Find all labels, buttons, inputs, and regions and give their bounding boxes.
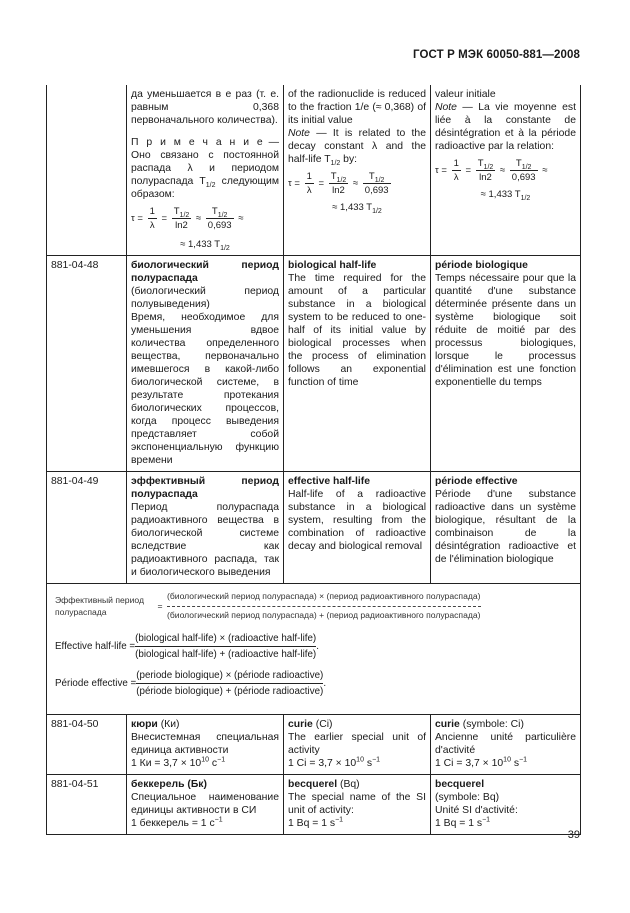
en-equation: 1 $Ci = 3,7 \times 10^{10}$ $s^{-1}$ [288, 756, 381, 769]
ru-note: П р и м е ч а н и е — Оно связано с постоянной распада λ и периодом полураспада $T_{1/2}$ следующим образом: [131, 137, 280, 200]
table-row [47, 584, 581, 715]
ru-cell [127, 256, 284, 472]
ru-term: эффективный период полураспада [131, 476, 279, 500]
en-cell [284, 256, 431, 472]
fr-term: période effective [435, 476, 518, 487]
fr-equation: 1 $Ci = 3,7 \times 10^{10}$ $s^{-1}$ [435, 756, 528, 769]
page-number: 39 [567, 829, 580, 841]
fr-formula: Période effective = $\frac{\text{(periode biologique) × (période radioactive)}}{\text{(période biologique) + (période radioactive)}}$ . [55, 670, 327, 697]
terms-table [46, 85, 581, 835]
ru-cell [127, 472, 284, 584]
fr-cell [431, 715, 581, 775]
en-definition: The time required for the amount of a particular substance in a biological system to be reduced to one-half of its initial value by biological processes when the process of elimination follows an exponential function of time [288, 273, 426, 388]
ru-definition: Специальное наименование единицы активности в СИ [131, 792, 279, 816]
en-equation: 1 Bq = 1 $s^{-1}$ [288, 816, 344, 829]
fr-definition: Unité SI d'activité: [435, 805, 518, 816]
fr-cell [431, 256, 581, 472]
fr-symbol: (symbole: Bq) [435, 792, 500, 803]
fr-definition: Temps nécessaire pour que la quantité d'une substance déterminée présente dans un système biologique soit réduite de moitié par des processus biologiques, lorsque le processus d'élimination est une fonction exponentielle du temps [435, 273, 576, 388]
mean-life-result: ≈ 1,433 $T_{1/2}$ [480, 189, 531, 202]
fr-term: curie (symbole: Ci) [435, 719, 524, 730]
en-definition: The earlier special unit of activity [288, 732, 426, 756]
ru-definition: Период полураспада радиоактивного вещества в биологической системе вследствие как радиоактивного распада, так и биологического выведения [131, 502, 279, 578]
ru-term: кюри (Ки) [131, 719, 180, 730]
mean-life-formula: τ = $\frac{1}{\lambda}$ = $\frac{T_{1/2}}{\ln 2}$ ≈ $\frac{T_{1/2}}{0,693}$ ≈ [435, 158, 548, 183]
fr-note: Note — La vie moyenne est liée à la constante de désintégration et à la période radioactive par la relation: [435, 102, 576, 152]
en-definition: The special name of the SI unit of activity: [288, 792, 426, 816]
en-cell [284, 85, 431, 256]
ru-definition: Время, необходимое для уменьшения вдвое количества определенного вещества, первоначально имевшегося в какой-либо биологической системе, в результате протекания биологических процессов, когда процесс выведения представляет собой экспоненциальную функцию времени [131, 312, 279, 466]
mean-life-formula: τ = $\frac{1}{\lambda}$ = $\frac{T_{1/2}}{\ln 2}$ ≈ $\frac{T_{1/2}}{0,693}$ ≈ [131, 206, 244, 231]
mean-life-result: ≈ 1,433 $T_{1/2}$ [180, 239, 230, 252]
table-row [47, 715, 581, 775]
fr-definition: Période d'une substance radioactive dans un système biologique, résultant de la combinaison de la désintégration radioactive et de l'élimination biologique [435, 489, 576, 565]
ru-term: беккерель (Бк) [131, 779, 207, 790]
ru-term: биологический период полураспада [131, 260, 279, 284]
id-cell [47, 85, 127, 256]
ru-definition-tail: да уменьшается в е раз (т. е. равным 0,368 первоначального количества). [131, 89, 279, 126]
ru-cell [127, 85, 284, 256]
ru-cell [127, 715, 284, 775]
table-row [47, 472, 581, 584]
ru-equation: 1 Ки = $3,7 \times 10^{10}$ $с^{-1}$ [131, 756, 226, 769]
en-formula: Effective half-life = $\frac{\text{(biological half-life) × (radioactive half-life)}}{\text{(biological half-life) + (radioactive half-life)}}$ . [55, 633, 319, 660]
table-row [47, 775, 581, 835]
en-term: biological half-life [288, 260, 377, 271]
term-id: 881-04-48 [47, 256, 127, 472]
mean-life-result: ≈ 1,433 $T_{1/2}$ [332, 202, 382, 215]
fr-equation: 1 Bq = 1 $s^{-1}$ [435, 816, 491, 829]
en-term: effective half-life [288, 476, 370, 487]
fr-cell [431, 472, 581, 584]
ru-synonym: (биологический период полувыведения) [131, 286, 279, 310]
en-term: becquerel (Bq) [288, 779, 360, 790]
en-definition-tail: of the radionuclide is reduced to the fraction 1/e (≈ 0,368) of its initial value [288, 89, 426, 126]
fr-definition: Ancienne unité particulière d'activité [435, 732, 576, 756]
ru-definition: Внесистемная специальная единица активности [131, 732, 279, 756]
fr-term: période biologique [435, 260, 528, 271]
table-row [47, 256, 581, 472]
standard-header: ГОСТ Р МЭК 60050-881—2008 [413, 49, 580, 61]
en-note: Note — It is related to the decay constant λ and the half-life $T_{1/2}$ by: [288, 128, 426, 168]
fr-cell [431, 85, 581, 256]
effective-half-life-formulas [47, 584, 581, 715]
term-id: 881-04-50 [47, 715, 127, 775]
en-definition: Half-life of a radioactive substance in a biological system, resulting from the combination of radioactive decay and biological removal [288, 489, 426, 552]
term-id: 881-04-49 [47, 472, 127, 584]
fr-definition-tail: valeur initiale [435, 89, 496, 100]
en-term: curie (Ci) [288, 719, 333, 730]
ru-formula: Эффективный период полураспада = (биологический период полураспада) × (период радиоактивного полураспада) (биологический период полураспада) + (период радиоактивного полураспада) [55, 591, 481, 620]
table-row [47, 85, 581, 256]
ru-equation: 1 беккерель = 1 $с^{-1}$ [131, 816, 223, 829]
fr-cell [431, 775, 581, 835]
fr-term: becquerel [435, 779, 485, 790]
term-id: 881-04-51 [47, 775, 127, 835]
mean-life-formula: τ = $\frac{1}{\lambda}$ = $\frac{T_{1/2}}{\ln 2}$ ≈ $\frac{T_{1/2}}{0,693}$ [288, 171, 389, 196]
en-cell [284, 472, 431, 584]
ru-cell [127, 775, 284, 835]
en-cell [284, 715, 431, 775]
en-cell [284, 775, 431, 835]
